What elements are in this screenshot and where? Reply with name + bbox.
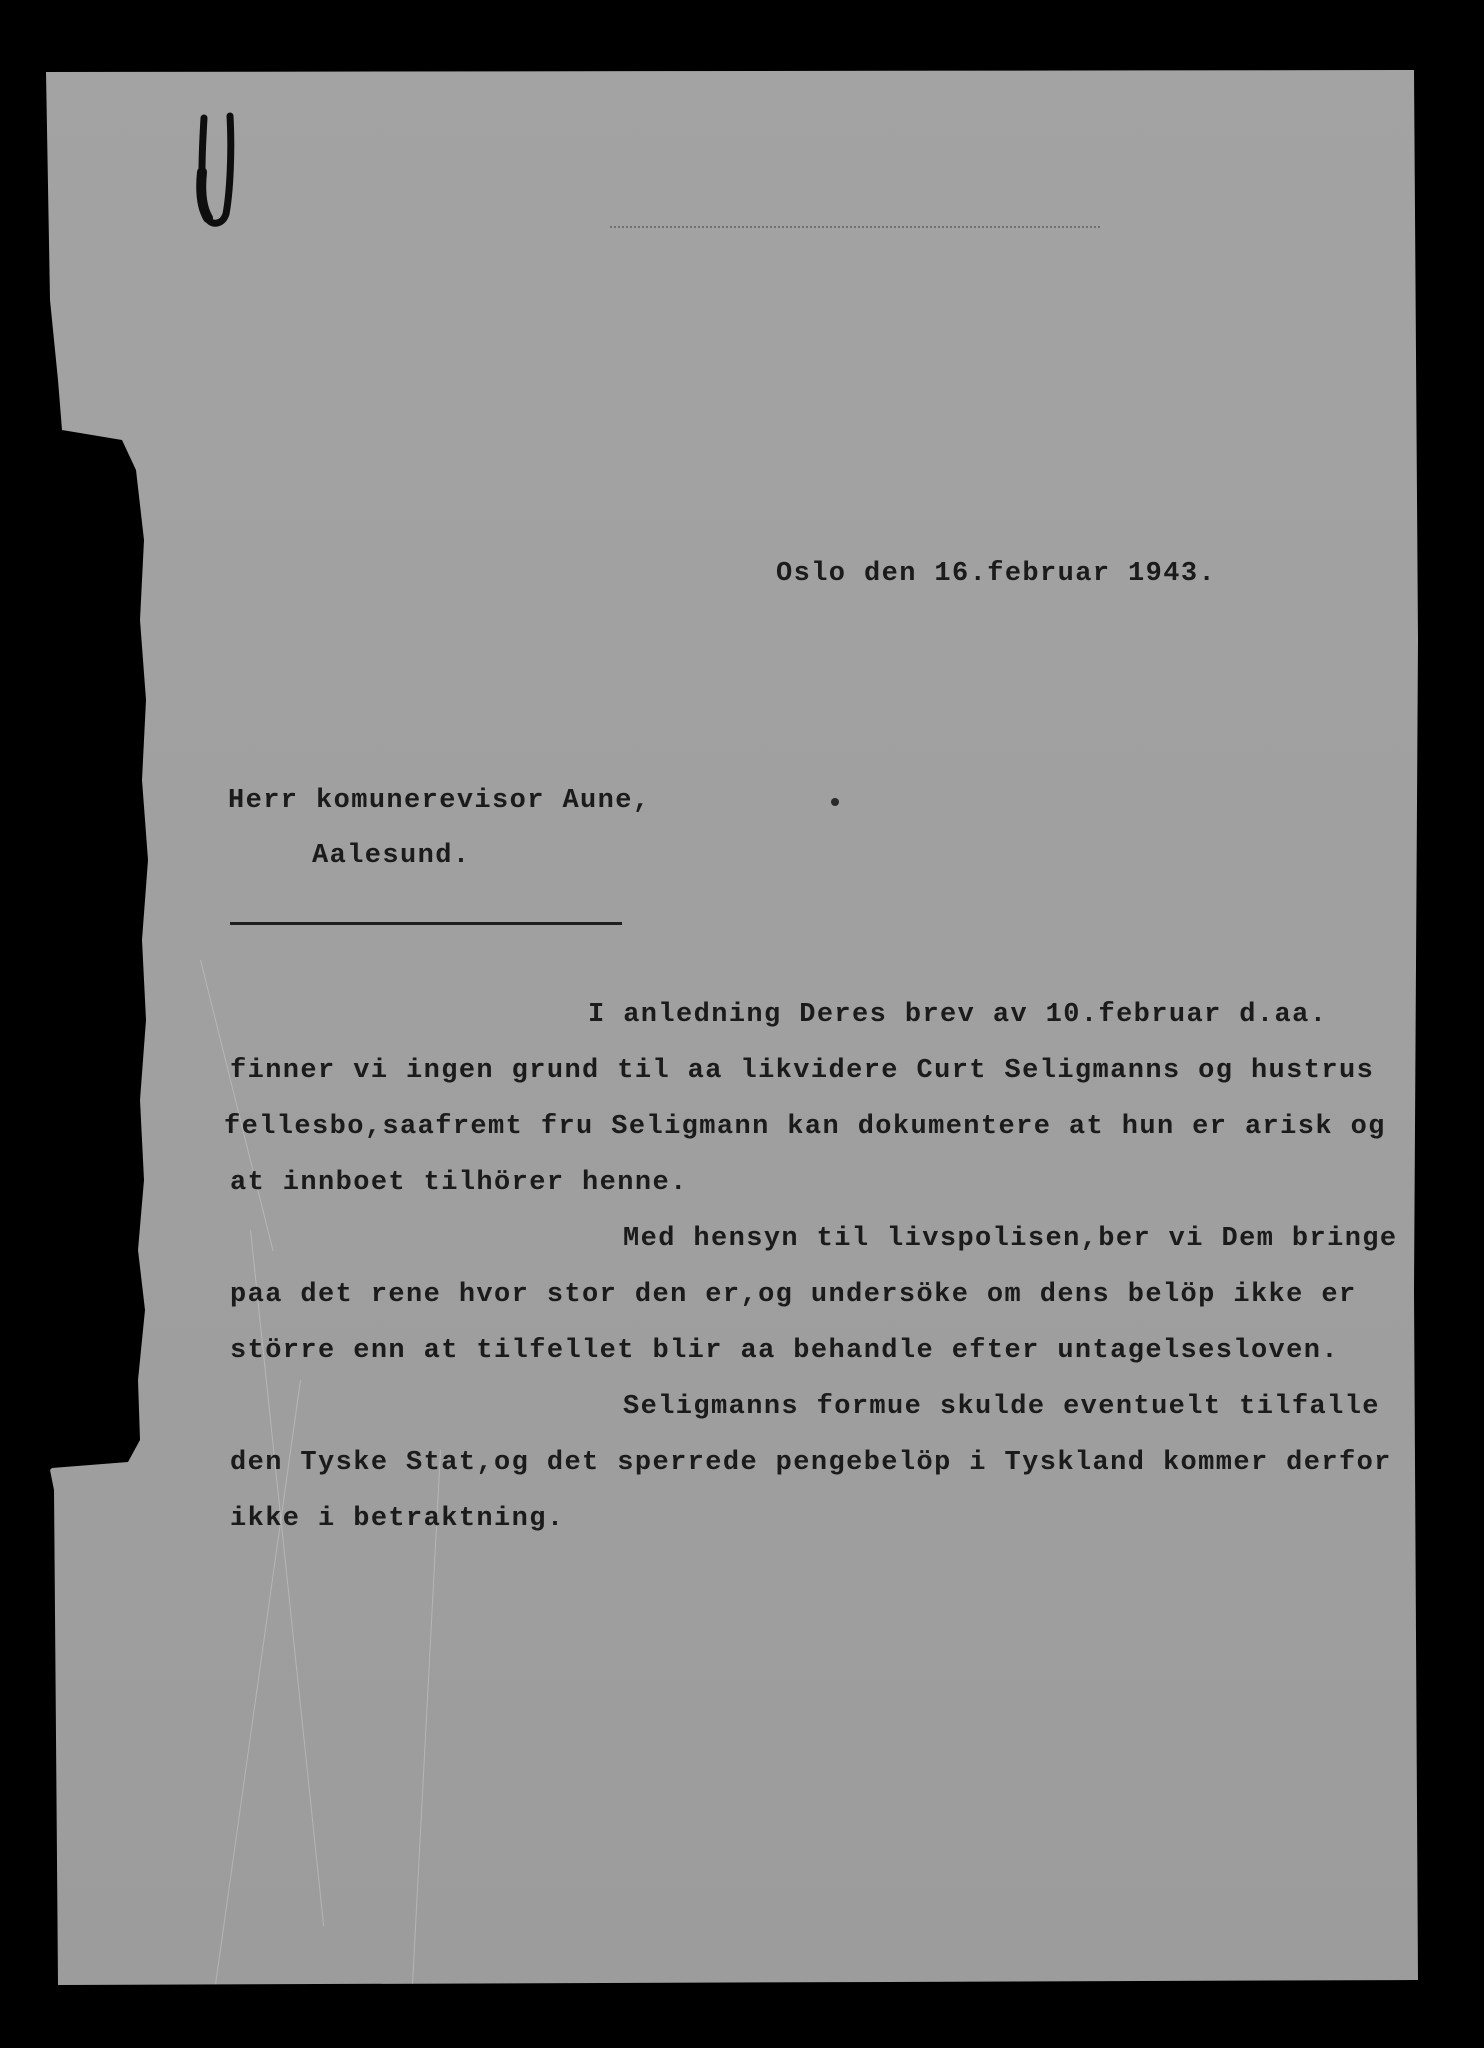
- ink-dot: [831, 798, 839, 806]
- body-line: I anledning Deres brev av 10.februar d.aa.: [588, 1000, 1328, 1030]
- body-line: Med hensyn til livspolisen,ber vi Dem bringe: [623, 1224, 1398, 1254]
- body-line: den Tyske Stat,og det sperrede pengebelöp i Tyskland kommer derfor: [230, 1448, 1392, 1478]
- body-line: större enn at tilfellet blir aa behandle efter untagelsesloven.: [230, 1336, 1339, 1366]
- underline-rule: [230, 922, 622, 925]
- body-line: fellesbo,saafremt fru Seligmann kan dokumentere at hun er arisk og: [224, 1112, 1386, 1142]
- dotted-guide-line: [610, 226, 1100, 228]
- body-line: ikke i betraktning.: [230, 1504, 565, 1534]
- body-line: at innboet tilhörer henne.: [230, 1168, 688, 1198]
- body-line: finner vi ingen grund til aa likvidere Curt Seligmanns og hustrus: [230, 1056, 1375, 1086]
- date-line: Oslo den 16.februar 1943.: [776, 559, 1217, 589]
- body-line: Seligmanns formue skulde eventuelt tilfalle: [623, 1392, 1380, 1422]
- paper-crease: [200, 960, 274, 1251]
- body-line: paa det rene hvor stor den er,og undersöke om dens belöp ikke er: [230, 1280, 1357, 1310]
- paper-crease: [250, 1230, 324, 1926]
- recipient-name: Herr komunerevisor Aune,: [228, 786, 651, 816]
- recipient-city: Aalesund.: [312, 841, 471, 871]
- handwritten-mark: [196, 112, 240, 228]
